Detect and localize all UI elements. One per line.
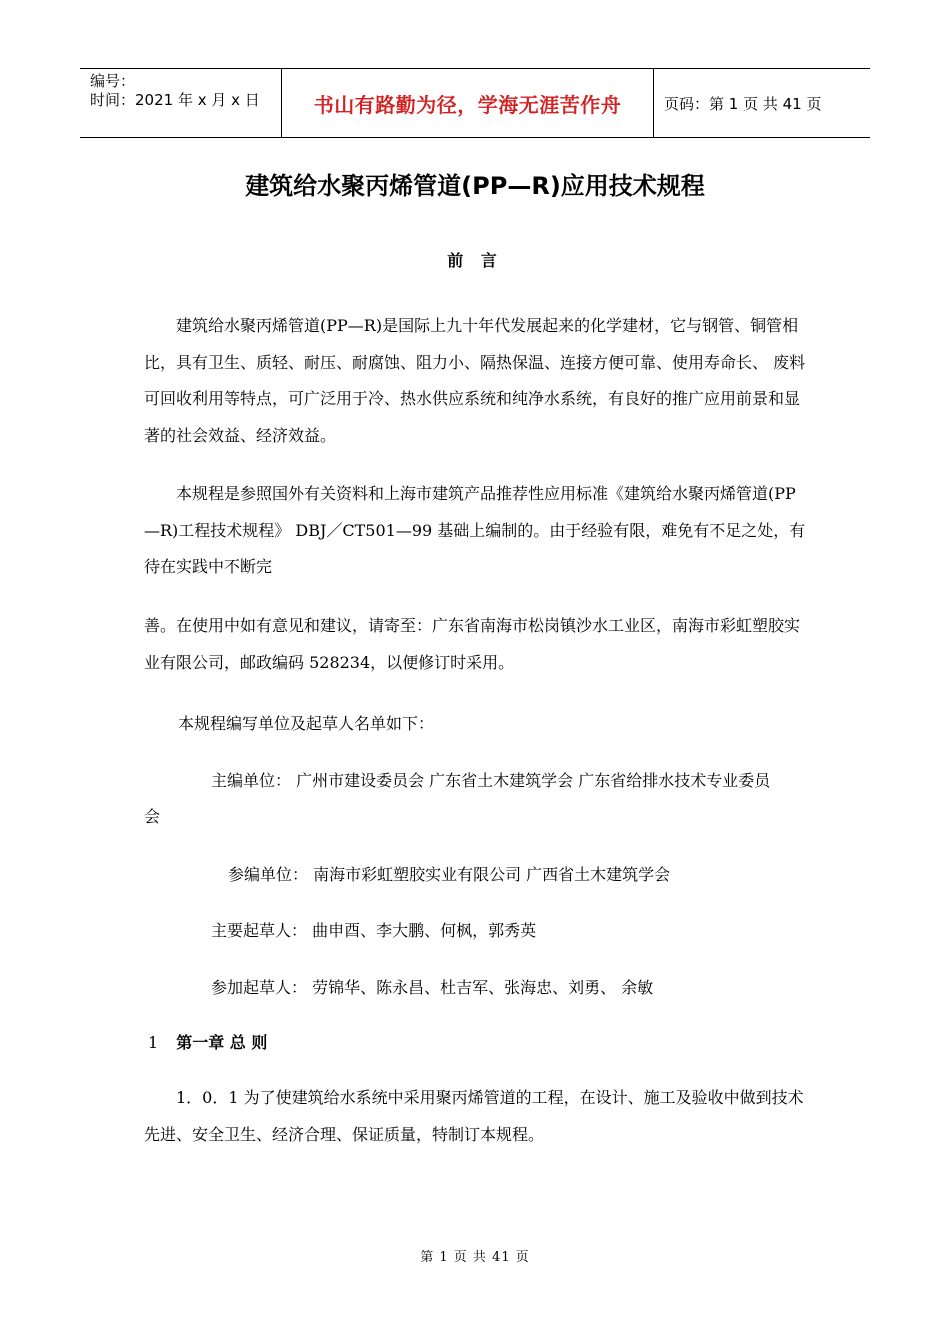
preface-paragraph-3: 善。在使用中如有意见和建议，请寄至：广东省南海市松岗镇沙水工业区，南海市彩虹塑胶实业有限公司，邮政编码 528234，以便修订时采用。: [144, 616, 801, 672]
header-page-info: 页码：第 1 页 共 41 页: [664, 94, 822, 113]
chapter-heading: [148, 1030, 267, 1053]
header-motto: 书山有路勤为径，学海无涯苦作舟: [281, 69, 654, 137]
clause-1-0-1: 1．0．1 为了使建筑给水系统中采用聚丙烯管道的工程，在设计、施工及验收中做到技术先进、安全卫生、经济合理、保证质量，特制订本规程。: [144, 1088, 804, 1144]
preface-paragraph-2: 本规程是参照国外有关资料和上海市建筑产品推荐性应用标准《建筑给水聚丙烯管道(PP—R)工程技术规程》 DBJ／CT501—99 基础上编制的。由于经验有限，难免有不足之处，有待在实践中不断完: [144, 484, 806, 576]
date-label: 时间：2021 年 x 月 x 日: [90, 91, 260, 109]
page-footer: 第 1 页 共 41 页: [420, 1250, 530, 1265]
chapter-number: 1: [148, 1033, 159, 1052]
header-table: [80, 68, 870, 138]
doc-number-label: 编号：: [90, 72, 136, 90]
header-meta-cell: [80, 69, 281, 137]
chief-editor-units-cont: 会: [144, 807, 161, 826]
main-drafters: 主要起草人： 曲申酉、李大鹏、何枫，郭秀英: [211, 921, 537, 940]
preface-paragraph-4: 本规程编写单位及起草人名单如下：: [178, 714, 435, 733]
chapter-title: 第一章 总 则: [176, 1033, 268, 1052]
chief-editor-units: 主编单位： 广州市建设委员会 广东省土木建筑学会 广东省给排水技术专业委员: [211, 771, 771, 790]
preface-title: 前 言: [447, 251, 503, 270]
document-title: 建筑给水聚丙烯管道(PP—R)应用技术规程: [245, 172, 705, 200]
other-drafters: 参加起草人： 劳锦华、陈永昌、杜吉军、张海忠、刘勇、 余敏: [211, 978, 654, 997]
preface-paragraph-1: 建筑给水聚丙烯管道(PP—R)是国际上九十年代发展起来的化学建材，它与钢管、铜管相比，具有卫生、质轻、耐压、耐腐蚀、阻力小、隔热保温、连接方便可靠、使用寿命长、 废料可回收利用等特点，可广泛用于冷、热水供应系统和纯净水系统，有良好的推广应用前景和显著的社会效益、经济效益。: [144, 316, 806, 445]
co-editor-units: 参编单位： 南海市彩虹塑胶实业有限公司 广西省土木建筑学会: [228, 865, 671, 884]
